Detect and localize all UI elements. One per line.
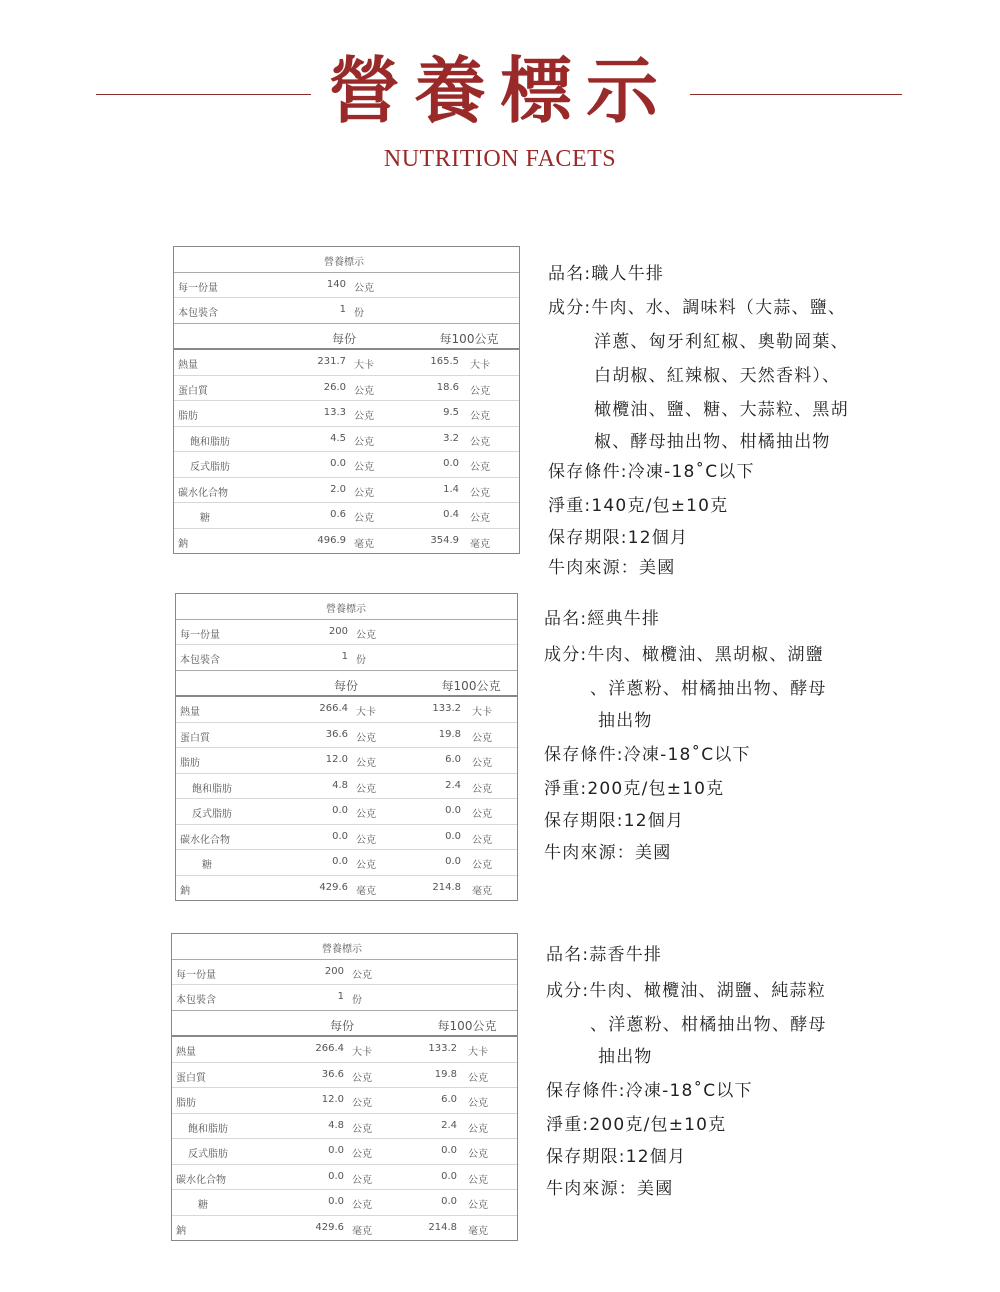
row-label: 每一份量	[178, 282, 218, 294]
row-label: 蛋白質	[180, 732, 210, 744]
servings-unit: 份	[354, 308, 364, 319]
table-title-row	[172, 934, 517, 960]
cell: 354.9	[430, 534, 459, 546]
cell: 19.8	[438, 728, 461, 740]
cell-unit: 毫克	[468, 1225, 488, 1237]
cell: 266.4	[319, 703, 348, 714]
cell-unit: 公克	[356, 783, 376, 795]
cell: 36.6	[321, 1068, 344, 1080]
row-label: 脂肪	[178, 411, 198, 422]
nutrition-table-1	[173, 246, 520, 554]
cell-unit: 公克	[472, 834, 492, 846]
table-title: 營養標示	[324, 257, 364, 268]
row-label: 每一份量	[176, 969, 216, 981]
cell-unit: 公克	[472, 860, 492, 871]
ingredients-line: 洋蔥、匈牙利紅椒、奧勒岡葉、	[594, 332, 849, 352]
column-header-row	[174, 324, 519, 351]
table-row	[176, 697, 517, 723]
cell: 19.8	[434, 1068, 457, 1080]
row-label: 脂肪	[180, 758, 200, 769]
cell: 6.0	[441, 1094, 457, 1105]
cell: 0.0	[443, 458, 459, 469]
cell-unit: 公克	[470, 487, 490, 499]
column-header-per: 每份	[329, 1018, 354, 1033]
product-name: 品名:經典牛排	[544, 609, 661, 629]
row-label: 碳水化合物	[178, 487, 228, 499]
cell: 26.0	[323, 381, 346, 393]
ingredients-line: 抽出物	[598, 711, 653, 731]
cell: 231.7	[317, 356, 346, 367]
cell-unit: 公克	[470, 513, 490, 524]
table-row	[172, 1216, 517, 1241]
cell: 2.4	[441, 1119, 457, 1131]
column-header-per: 每份	[331, 331, 356, 346]
cell-unit: 公克	[472, 783, 492, 795]
cell-unit: 公克	[470, 385, 490, 397]
ingredients-line: 橄欖油、鹽、糖、大蒜粒、黑胡	[594, 400, 849, 420]
cell-unit: 毫克	[470, 538, 490, 550]
cell-unit: 大卡	[352, 1047, 372, 1058]
cell: 214.8	[428, 1221, 457, 1233]
cell: 3.2	[443, 432, 459, 444]
cell: 0.6	[330, 509, 346, 520]
row-label: 糖	[198, 1200, 208, 1211]
nutrition-table-3	[171, 933, 518, 1241]
cell: 0.0	[445, 805, 461, 816]
cell: 0.0	[441, 1196, 457, 1207]
cell-unit: 公克	[468, 1200, 488, 1211]
cell-unit: 公克	[470, 462, 490, 473]
cell-unit: 公克	[468, 1149, 488, 1160]
cell: 2.4	[445, 779, 461, 791]
net-weight: 淨重:200克/包±10克	[544, 779, 725, 799]
table-title: 營養標示	[322, 944, 362, 955]
row-label: 碳水化合物	[176, 1174, 226, 1186]
cell: 0.0	[328, 1170, 344, 1182]
table-row	[174, 376, 519, 402]
servings-unit: 份	[352, 995, 362, 1006]
cell: 2.0	[330, 483, 346, 495]
serving-size-value: 200	[328, 625, 348, 637]
row-label: 熱量	[178, 360, 198, 371]
cell-unit: 公克	[356, 732, 376, 744]
cell: 36.6	[325, 728, 348, 740]
cell: 429.6	[319, 881, 348, 893]
cell: 4.8	[332, 779, 348, 791]
table-row	[172, 1165, 517, 1191]
cell: 12.0	[325, 754, 348, 765]
table-row	[174, 427, 519, 453]
cell: 0.0	[328, 1145, 344, 1156]
serving-size-value: 140	[326, 278, 346, 290]
row-label: 鈉	[178, 538, 188, 550]
beef-origin: 牛肉來源：美國	[544, 843, 672, 863]
row-label: 反式脂肪	[192, 809, 232, 820]
row-label: 糖	[200, 513, 210, 524]
cell-unit: 公克	[354, 513, 374, 524]
cell: 165.5	[430, 356, 459, 367]
cell: 1.4	[443, 483, 459, 495]
cell-unit: 大卡	[354, 360, 374, 371]
cell-unit: 公克	[356, 860, 376, 871]
row-label: 糖	[202, 860, 212, 871]
row-label: 脂肪	[176, 1098, 196, 1109]
table-row	[172, 1190, 517, 1216]
page-title: 營養標示	[327, 48, 672, 133]
row-label: 反式脂肪	[188, 1149, 228, 1160]
cell-unit: 大卡	[356, 707, 376, 718]
cell: 12.0	[321, 1094, 344, 1105]
cell-unit: 公克	[354, 385, 374, 397]
table-row	[174, 350, 519, 376]
table-row	[172, 1139, 517, 1165]
net-weight: 淨重:140克/包±10克	[548, 496, 729, 516]
servings-row	[172, 985, 517, 1011]
row-label: 飽和脂肪	[190, 436, 230, 448]
ingredients-line: 抽出物	[598, 1047, 653, 1067]
column-header-per100: 每100公克	[437, 1018, 497, 1033]
cell-unit: 公克	[354, 436, 374, 448]
beef-origin: 牛肉來源：美國	[548, 558, 676, 578]
cell-unit: 公克	[470, 436, 490, 448]
table-row	[174, 452, 519, 478]
cell-unit: 公克	[468, 1072, 488, 1084]
table-row	[172, 1037, 517, 1063]
serving-size-value: 200	[324, 965, 344, 977]
cell-unit: 毫克	[352, 1225, 372, 1237]
servings-value: 1	[341, 651, 348, 662]
table-row	[176, 748, 517, 774]
servings-unit: 份	[356, 655, 366, 666]
cell: 0.0	[441, 1145, 457, 1156]
cell: 214.8	[432, 881, 461, 893]
ingredients-line: 椒、酵母抽出物、柑橘抽出物	[594, 432, 831, 452]
cell: 0.4	[443, 509, 459, 520]
cell: 6.0	[445, 754, 461, 765]
cell-unit: 毫克	[354, 538, 374, 550]
nutrition-table-2	[175, 593, 518, 901]
cell: 0.0	[330, 458, 346, 469]
cell-unit: 公克	[468, 1098, 488, 1109]
cell: 133.2	[432, 703, 461, 714]
row-label: 本包裝含	[176, 995, 216, 1006]
column-header-per: 每份	[333, 678, 358, 693]
page-subtitle: NUTRITION FACETS	[383, 146, 617, 172]
servings-value: 1	[339, 304, 346, 315]
cell: 266.4	[315, 1043, 344, 1054]
ingredients-line: 白胡椒、紅辣椒、天然香料）、	[594, 366, 841, 386]
cell: 0.0	[445, 830, 461, 842]
table-row	[174, 529, 519, 554]
cell: 496.9	[317, 534, 346, 546]
table-row	[176, 799, 517, 825]
beef-origin: 牛肉來源：美國	[546, 1179, 674, 1199]
serving-size-row	[172, 960, 517, 986]
cell: 0.0	[332, 856, 348, 867]
servings-value: 1	[337, 991, 344, 1002]
table-row	[174, 503, 519, 529]
shelf-life: 保存期限:12個月	[544, 811, 685, 831]
cell-unit: 公克	[352, 1098, 372, 1109]
servings-row	[176, 645, 517, 671]
servings-row	[174, 298, 519, 324]
cell-unit: 公克	[356, 809, 376, 820]
row-label: 鈉	[176, 1225, 186, 1237]
column-header-row	[176, 671, 517, 698]
cell-unit: 毫克	[472, 885, 492, 897]
cell-unit: 公克	[468, 1123, 488, 1135]
cell: 4.8	[328, 1119, 344, 1131]
cell-unit: 公克	[352, 1200, 372, 1211]
ingredients-line: 成分:牛肉、水、調味料（大蒜、鹽、	[548, 298, 847, 318]
shelf-life: 保存期限:12個月	[546, 1147, 687, 1167]
table-row	[174, 478, 519, 504]
table-row	[174, 401, 519, 427]
net-weight: 淨重:200克/包±10克	[546, 1115, 727, 1135]
row-label: 熱量	[176, 1047, 196, 1058]
row-label: 反式脂肪	[190, 462, 230, 473]
table-row	[176, 850, 517, 876]
cell: 429.6	[315, 1221, 344, 1233]
row-label: 每一份量	[180, 629, 220, 641]
table-row	[172, 1114, 517, 1140]
ingredients-line: 成分:牛肉、橄欖油、黑胡椒、湖鹽	[544, 645, 824, 665]
cell-unit: 大卡	[470, 360, 490, 371]
product-name: 品名:蒜香牛排	[546, 945, 663, 965]
row-label: 飽和脂肪	[192, 783, 232, 795]
storage-condition: 保存條件:冷凍-18˚C以下	[548, 462, 755, 482]
cell-unit: 公克	[352, 1123, 372, 1135]
ingredients-line: 、洋蔥粉、柑橘抽出物、酵母	[590, 1015, 827, 1035]
column-header-per100: 每100公克	[441, 678, 501, 693]
cell-unit: 大卡	[468, 1047, 488, 1058]
cell: 0.0	[332, 830, 348, 842]
serving-size-unit: 公克	[356, 629, 376, 641]
cell: 13.3	[323, 407, 346, 418]
cell-unit: 公克	[354, 487, 374, 499]
table-title-row	[176, 594, 517, 620]
table-row	[176, 774, 517, 800]
table-title: 營養標示	[326, 604, 366, 615]
table-row	[172, 1063, 517, 1089]
cell-unit: 公克	[352, 1149, 372, 1160]
cell-unit: 公克	[352, 1174, 372, 1186]
table-row	[176, 723, 517, 749]
serving-size-row	[176, 620, 517, 646]
table-title-row	[174, 247, 519, 273]
cell-unit: 大卡	[472, 707, 492, 718]
cell-unit: 公克	[472, 758, 492, 769]
cell: 4.5	[330, 432, 346, 444]
row-label: 蛋白質	[176, 1072, 206, 1084]
row-label: 碳水化合物	[180, 834, 230, 846]
cell: 18.6	[436, 381, 459, 393]
cell-unit: 公克	[472, 732, 492, 744]
cell: 0.0	[332, 805, 348, 816]
serving-size-unit: 公克	[352, 969, 372, 981]
cell: 0.0	[441, 1170, 457, 1182]
row-label: 飽和脂肪	[188, 1123, 228, 1135]
table-row	[176, 876, 517, 901]
storage-condition: 保存條件:冷凍-18˚C以下	[544, 745, 751, 765]
cell-unit: 公克	[468, 1174, 488, 1186]
cell-unit: 公克	[356, 758, 376, 769]
row-label: 本包裝含	[178, 308, 218, 319]
storage-condition: 保存條件:冷凍-18˚C以下	[546, 1081, 753, 1101]
serving-size-row	[174, 273, 519, 299]
row-label: 鈉	[180, 885, 190, 897]
row-label: 本包裝含	[180, 655, 220, 666]
product-name: 品名:職人牛排	[548, 264, 665, 284]
ingredients-line: 成分:牛肉、橄欖油、湖鹽、純蒜粒	[546, 981, 826, 1001]
cell-unit: 毫克	[356, 885, 376, 897]
cell-unit: 公克	[470, 411, 490, 422]
ingredients-line: 、洋蔥粉、柑橘抽出物、酵母	[590, 679, 827, 699]
cell-unit: 公克	[472, 809, 492, 820]
table-row	[172, 1088, 517, 1114]
row-label: 蛋白質	[178, 385, 208, 397]
cell-unit: 公克	[354, 462, 374, 473]
cell: 0.0	[445, 856, 461, 867]
cell-unit: 公克	[354, 411, 374, 422]
serving-size-unit: 公克	[354, 282, 374, 294]
cell: 0.0	[328, 1196, 344, 1207]
table-row	[176, 825, 517, 851]
cell-unit: 公克	[356, 834, 376, 846]
column-header-row	[172, 1011, 517, 1038]
shelf-life: 保存期限:12個月	[548, 528, 689, 548]
column-header-per100: 每100公克	[439, 331, 499, 346]
cell-unit: 公克	[352, 1072, 372, 1084]
cell: 133.2	[428, 1043, 457, 1054]
row-label: 熱量	[180, 707, 200, 718]
cell: 9.5	[443, 407, 459, 418]
